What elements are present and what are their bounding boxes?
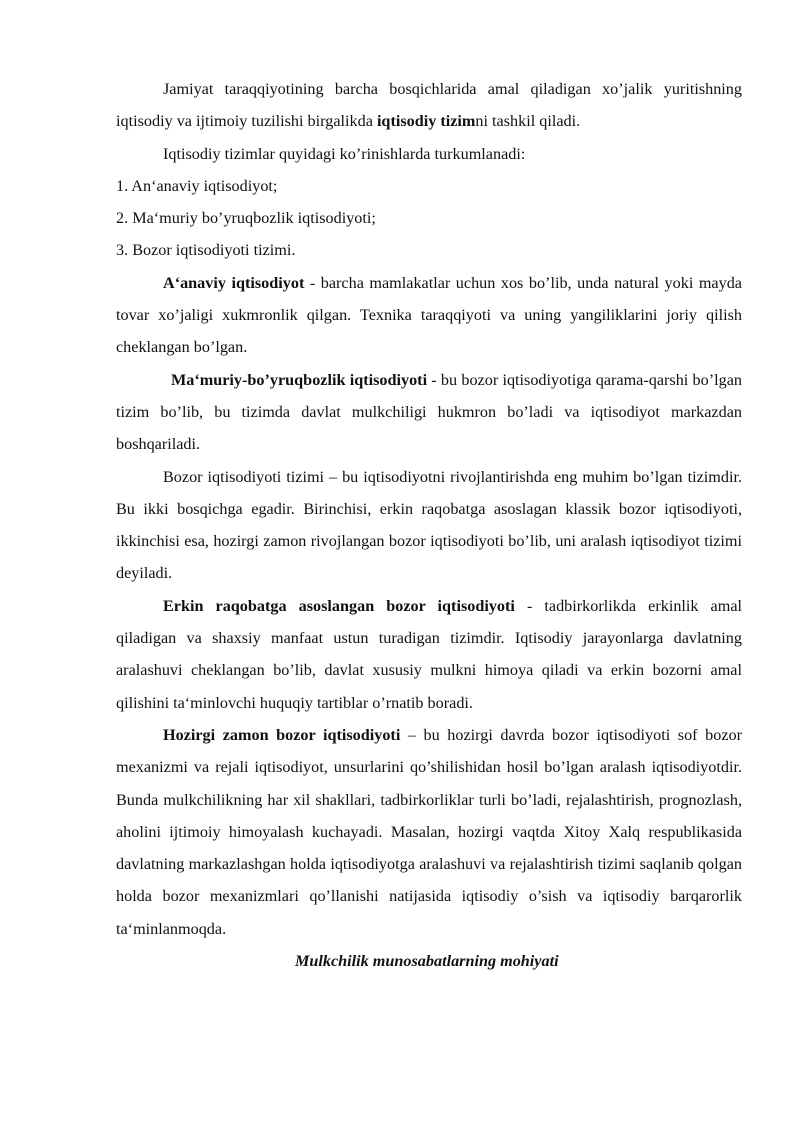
document-body	[116, 73, 742, 977]
term-anaviy-iqtisodiyot: A‘anaviy iqtisodiyot	[163, 273, 305, 292]
term-mamuriy-iqtisodiyot: Ma‘muriy-bo’yruqbozlik iqtisodiyoti	[171, 370, 428, 389]
paragraph-intro-end: ni tashkil qiladi.	[475, 112, 581, 131]
paragraph-intro	[116, 73, 742, 138]
term-hozirgi-bozor-iqtisodiyoti: Hozirgi zamon bozor iqtisodiyoti	[163, 725, 401, 744]
paragraph-erkin-text: - tadbirkorlikda erkinlik amal qiladigan va shaxsiy manfaat ustun turadigan tizimdir. Iqtisodiy jarayonlarga davlatning aralashuvi cheklangan bo’lib, davlat xususiy mulkni himoya qiladi va erkin bozorni amal qilishini ta‘minlovchi huquqiy tartiblar o’rnatib boradi.	[116, 596, 743, 712]
paragraph-anaviy	[116, 267, 742, 364]
paragraph-hozirgi-text: – bu hozirgi davrda bozor iqtisodiyoti sof bozor mexanizmi va rejali iqtisodiyot, unsurlarini qo’shilishidan hosil bo’lgan aralash iqtisodiyotdir. Bunda mulkchilikning har xil shakllari, tadbirkorliklar turli bo’ladi, rejalashtirish, prognozlash, aholini ijtimoiy himoyalash kuchayadi. Masalan, hozirgi vaqtda Xitoy Xalq respublikasida davlatning markazlashgan holda iqtisodiyotga aralashuvi va rejalashtirish tizimi saqlanib qolgan holda bozor mexanizmlari qo’llanishi natijasida iqtisodiy o’sish va iqtisodiy barqarorlik ta‘minlanmoqda.	[116, 725, 742, 938]
term-iqtisodiy-tizim: iqtisodiy tizim	[376, 112, 476, 131]
paragraph-erkin	[116, 590, 742, 719]
paragraph-classification: Iqtisodiy tizimlar quyidagi ko’rinishlarda turkumlanadi:	[163, 144, 526, 163]
section-heading: Mulkchilik munosabatlarning mohiyati	[295, 952, 559, 971]
paragraph-mamuriy	[116, 364, 742, 461]
list-item: 3. Bozor iqtisodiyoti tizimi.	[116, 241, 296, 260]
paragraph-mamuriy-text: - bu bozor iqtisodiyotiga qarama-qarshi bo’lgan tizim bo’lib, bu tizimda davlat mulkchiligi hukmron bo’ladi va iqtisodiyot markazdan boshqariladi.	[116, 370, 742, 454]
list-item: 2. Ma‘muriy bo’yruqbozlik iqtisodiyoti;	[116, 209, 376, 228]
paragraph-intro-text: Jamiyat taraqqiyotining barcha bosqichlarida amal qiladigan xo’jalik yuritishning iqtisodiy va ijtimoiy tuzilishi birgalikda	[116, 80, 742, 131]
paragraph-bozor: Bozor iqtisodiyoti tizimi – bu iqtisodiyotni rivojlantirishda eng muhim bo’lgan tizimdir. Bu ikki bosqichga egadir. Birinchisi, erkin raqobatga asoslagan klassik bozor iqtisodiyoti, ikkinchisi esa, hozirgi zamon rivojlangan bozor iqtisodiyoti bo’lib, uni aralash iqtisodiyot tizimi deyiladi.	[116, 467, 742, 583]
paragraph-anaviy-text: - barcha mamlakatlar uchun xos bo’lib, unda natural yoki mayda tovar xo’jaligi xukmronlik qilgan. Texnika taraqqiyoti va uning yangiliklarini joriy qilish cheklangan bo’lgan.	[116, 273, 742, 357]
list-item: 1. An‘anaviy iqtisodiyot;	[116, 176, 278, 195]
term-erkin-bozor-iqtisodiyoti: Erkin raqobatga asoslangan bozor iqtisodiyoti	[163, 596, 515, 615]
paragraph-hozirgi	[116, 719, 742, 945]
